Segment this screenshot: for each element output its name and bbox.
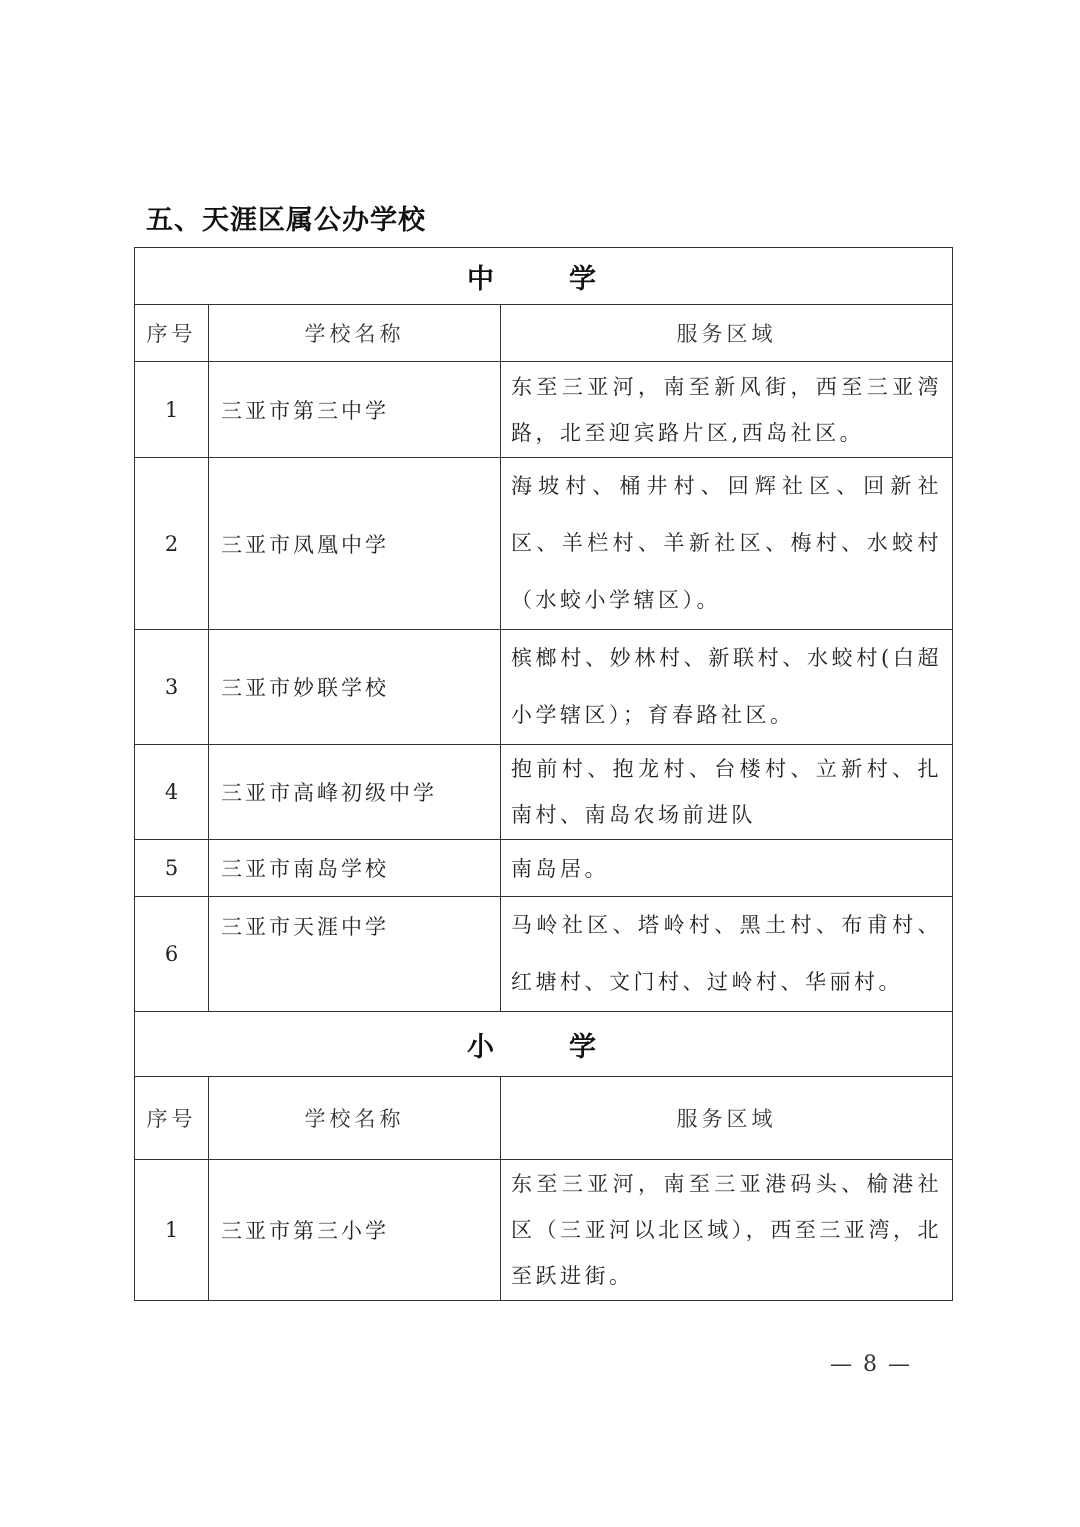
secondary-section-title: 中 学 <box>135 248 953 305</box>
row-num: 6 <box>135 897 209 1012</box>
service-area: 槟榔村、妙林村、新联村、水蛟村(白超小学辖区）；育春路社区。 <box>501 630 953 745</box>
table-row <box>135 362 953 458</box>
row-num: 1 <box>135 362 209 458</box>
school-name: 三亚市天涯中学 <box>209 897 501 1012</box>
table-row <box>135 897 953 1012</box>
school-name: 三亚市凤凰中学 <box>209 458 501 630</box>
school-name: 三亚市妙联学校 <box>209 630 501 745</box>
table-row <box>135 745 953 840</box>
col-header-num: 序号 <box>135 305 209 362</box>
service-area: 马岭社区、塔岭村、黑土村、布甫村、红塘村、文门村、过岭村、华丽村。 <box>501 897 953 1012</box>
col-header-area: 服务区域 <box>501 305 953 362</box>
service-area: 南岛居。 <box>501 840 953 897</box>
col-header-area: 服务区域 <box>501 1077 953 1160</box>
primary-section-title: 小 学 <box>135 1012 953 1077</box>
school-name: 三亚市南岛学校 <box>209 840 501 897</box>
col-header-name: 学校名称 <box>209 1077 501 1160</box>
primary-header-row <box>135 1077 953 1160</box>
service-area: 东至三亚河，南至三亚港码头、榆港社区（三亚河以北区域），西至三亚湾，北至跃进街。 <box>501 1160 953 1301</box>
school-zone-table <box>134 247 953 1301</box>
page-number: — 8 — <box>830 1352 912 1377</box>
table-row <box>135 458 953 630</box>
col-header-num: 序号 <box>135 1077 209 1160</box>
service-area: 东至三亚河，南至新风街，西至三亚湾路，北至迎宾路片区,西岛社区。 <box>501 362 953 458</box>
section-heading: 五、天涯区属公办学校 <box>146 205 426 236</box>
service-area: 海坡村、桶井村、回辉社区、回新社区、羊栏村、羊新社区、梅村、水蛟村（水蛟小学辖区）。 <box>501 458 953 630</box>
table-row <box>135 630 953 745</box>
row-num: 4 <box>135 745 209 840</box>
col-header-name: 学校名称 <box>209 305 501 362</box>
row-num: 1 <box>135 1160 209 1301</box>
service-area: 抱前村、抱龙村、台楼村、立新村、扎南村、南岛农场前进队 <box>501 745 953 840</box>
school-name: 三亚市第三中学 <box>209 362 501 458</box>
school-name: 三亚市高峰初级中学 <box>209 745 501 840</box>
table-row <box>135 840 953 897</box>
secondary-header-row <box>135 305 953 362</box>
table-row <box>135 1160 953 1301</box>
school-name: 三亚市第三小学 <box>209 1160 501 1301</box>
row-num: 2 <box>135 458 209 630</box>
row-num: 3 <box>135 630 209 745</box>
row-num: 5 <box>135 840 209 897</box>
